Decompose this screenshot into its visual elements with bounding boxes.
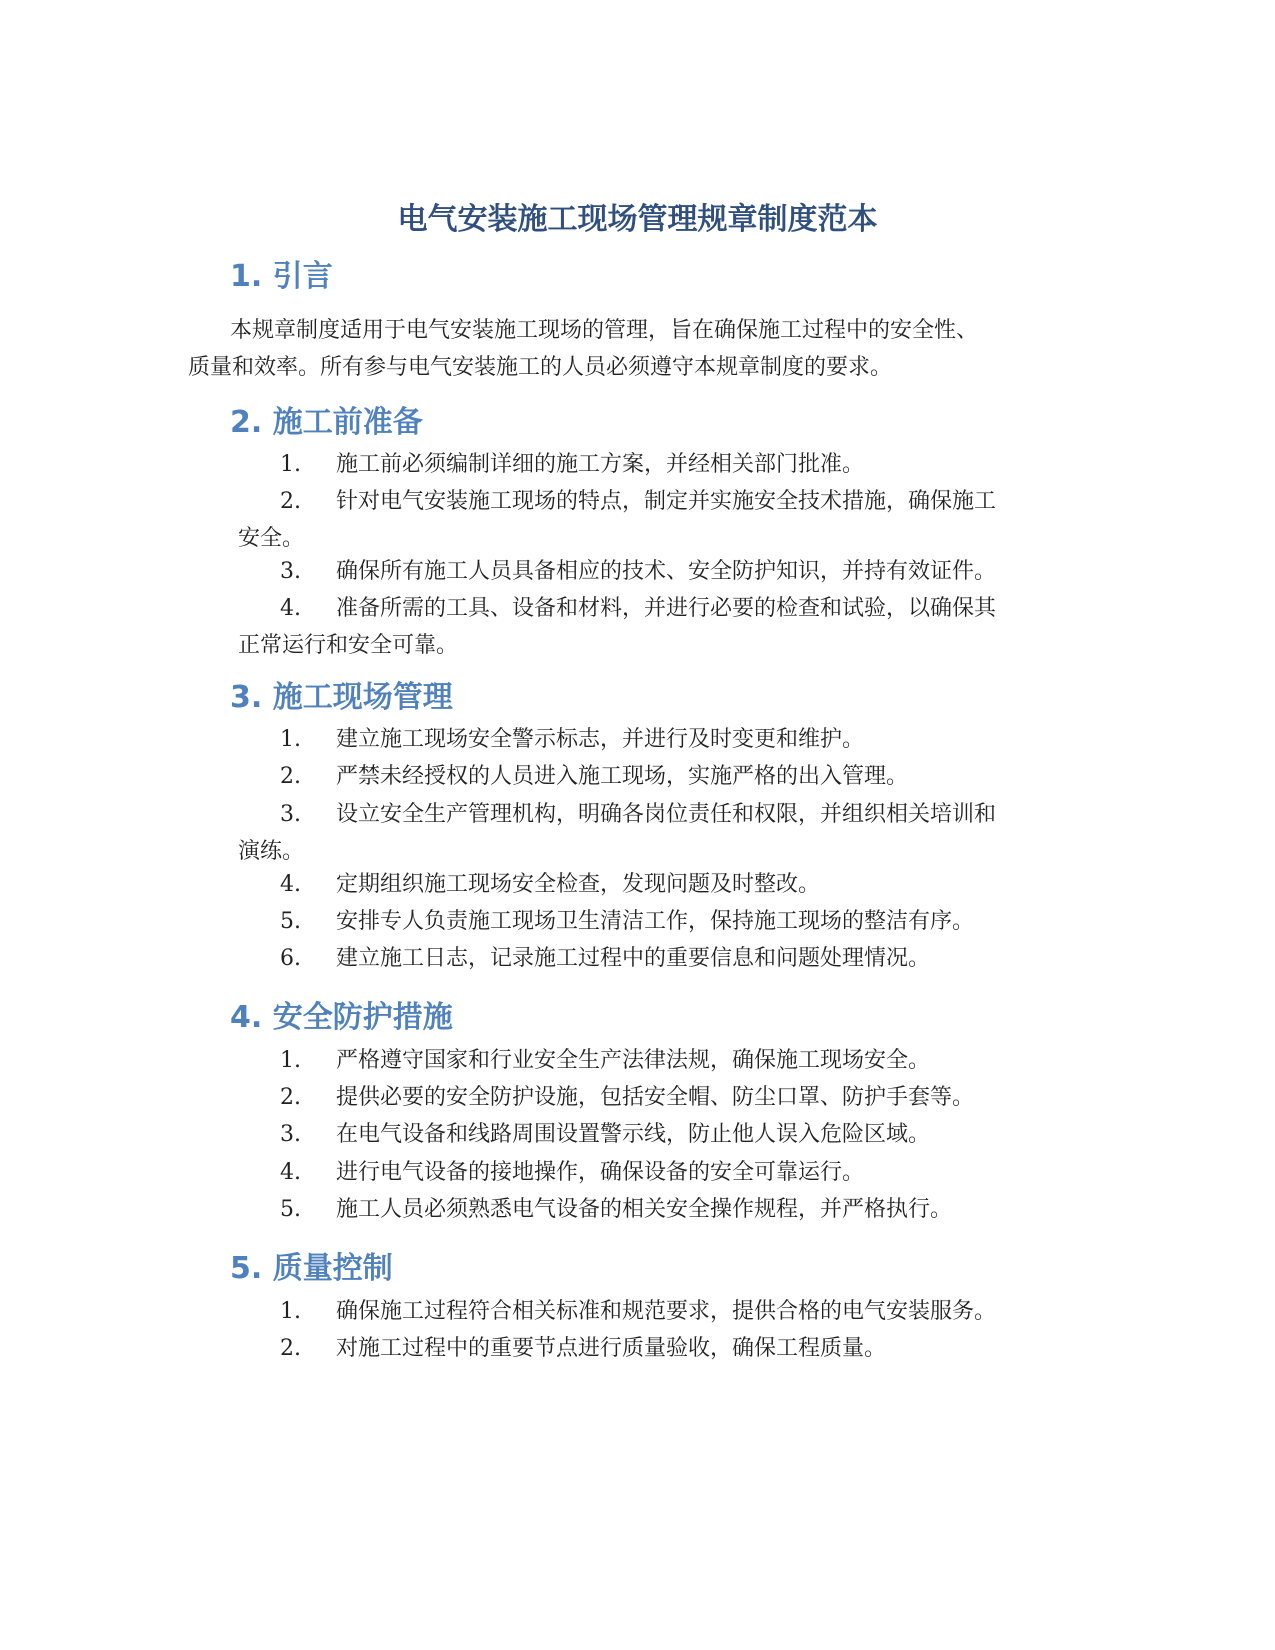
list-item-text: 确保所有施工人员具备相应的技术、安全防护知识，并持有效证件。 xyxy=(336,559,997,584)
list-item-text: 建立施工现场安全警示标志，并进行及时变更和维护。 xyxy=(336,727,865,752)
list-item-number: 1. xyxy=(280,452,301,477)
list-item-text: 设立安全生产管理机构，明确各岗位责任和权限，并组织相关培训和 xyxy=(336,802,997,827)
section-heading-intro: 1. 引言 xyxy=(230,259,333,294)
section-heading-preparation: 2. 施工前准备 xyxy=(230,405,423,440)
list-item xyxy=(238,721,1098,758)
list-item-text: 进行电气设备的接地操作，确保设备的安全可靠运行。 xyxy=(336,1160,865,1185)
section-heading-site-management: 3. 施工现场管理 xyxy=(230,680,453,715)
intro-paragraph-line1: 本规章制度适用于电气安装施工现场的管理，旨在确保施工过程中的安全性、 xyxy=(230,318,979,343)
list-item-text: 对施工过程中的重要节点进行质量验收，确保工程质量。 xyxy=(336,1336,887,1361)
list-item-text: 在电气设备和线路周围设置警示线，防止他人误入危险区域。 xyxy=(336,1122,931,1147)
list-item-number: 3. xyxy=(280,1122,301,1147)
list-item-number: 2. xyxy=(280,489,301,514)
list-item-text: 施工人员必须熟悉电气设备的相关安全操作规程，并严格执行。 xyxy=(336,1197,953,1222)
document-title: 电气安装施工现场管理规章制度范本 xyxy=(397,202,878,237)
list-item xyxy=(238,903,1098,940)
list-item xyxy=(238,796,1098,870)
list-item xyxy=(238,1042,1098,1079)
list-item-text: 准备所需的工具、设备和材料，并进行必要的检查和试验，以确保其 xyxy=(336,596,997,621)
list-item xyxy=(238,758,1098,795)
list-item xyxy=(238,940,1098,977)
list-item-text: 定期组织施工现场安全检查，发现问题及时整改。 xyxy=(336,872,821,897)
list-item xyxy=(238,590,1098,664)
intro-paragraph-line2: 质量和效率。所有参与电气安装施工的人员必须遵守本规章制度的要求。 xyxy=(188,355,893,380)
list-item-number: 5. xyxy=(280,1197,301,1222)
list-item-number: 4. xyxy=(280,872,301,897)
list-item-number: 3. xyxy=(280,802,301,827)
list-item xyxy=(238,446,1098,483)
list-item xyxy=(238,1079,1098,1116)
list-item-number: 3. xyxy=(280,559,301,584)
list-item-number: 6. xyxy=(280,946,301,971)
list-item-text: 安排专人负责施工现场卫生清洁工作，保持施工现场的整洁有序。 xyxy=(336,909,975,934)
list-item-number: 4. xyxy=(280,596,301,621)
list-item xyxy=(238,1293,1098,1330)
list-item-number: 2. xyxy=(280,1336,301,1361)
list-item-text-continued: 正常运行和安全可靠。 xyxy=(238,633,459,658)
list-item xyxy=(238,553,1098,590)
list-item xyxy=(238,1330,1098,1367)
list-item-text: 提供必要的安全防护设施，包括安全帽、防尘口罩、防护手套等。 xyxy=(336,1085,975,1110)
list-item-number: 1. xyxy=(280,727,301,752)
list-item xyxy=(238,1191,1098,1228)
list-item-text: 确保施工过程符合相关标准和规范要求，提供合格的电气安装服务。 xyxy=(336,1299,997,1324)
list-item xyxy=(238,866,1098,903)
list-item-text: 严禁未经授权的人员进入施工现场，实施严格的出入管理。 xyxy=(336,764,909,789)
section-heading-safety: 4. 安全防护措施 xyxy=(230,1000,453,1035)
intro-paragraph xyxy=(188,312,1088,386)
list-item-number: 1. xyxy=(280,1299,301,1324)
list-item-text: 施工前必须编制详细的施工方案，并经相关部门批准。 xyxy=(336,452,865,477)
list-item xyxy=(238,1116,1098,1153)
list-item xyxy=(238,1154,1098,1191)
list-item-number: 2. xyxy=(280,764,301,789)
section-heading-quality: 5. 质量控制 xyxy=(230,1251,393,1286)
list-item-number: 2. xyxy=(280,1085,301,1110)
list-item-number: 5. xyxy=(280,909,301,934)
list-item xyxy=(238,483,1098,557)
list-item-text-continued: 安全。 xyxy=(238,526,305,551)
list-item-text-continued: 演练。 xyxy=(238,839,305,864)
list-item-text: 建立施工日志，记录施工过程中的重要信息和问题处理情况。 xyxy=(336,946,931,971)
list-item-number: 4. xyxy=(280,1160,301,1185)
list-item-text: 针对电气安装施工现场的特点，制定并实施安全技术措施，确保施工 xyxy=(336,489,997,514)
list-item-number: 1. xyxy=(280,1048,301,1073)
list-item-text: 严格遵守国家和行业安全生产法律法规，确保施工现场安全。 xyxy=(336,1048,931,1073)
